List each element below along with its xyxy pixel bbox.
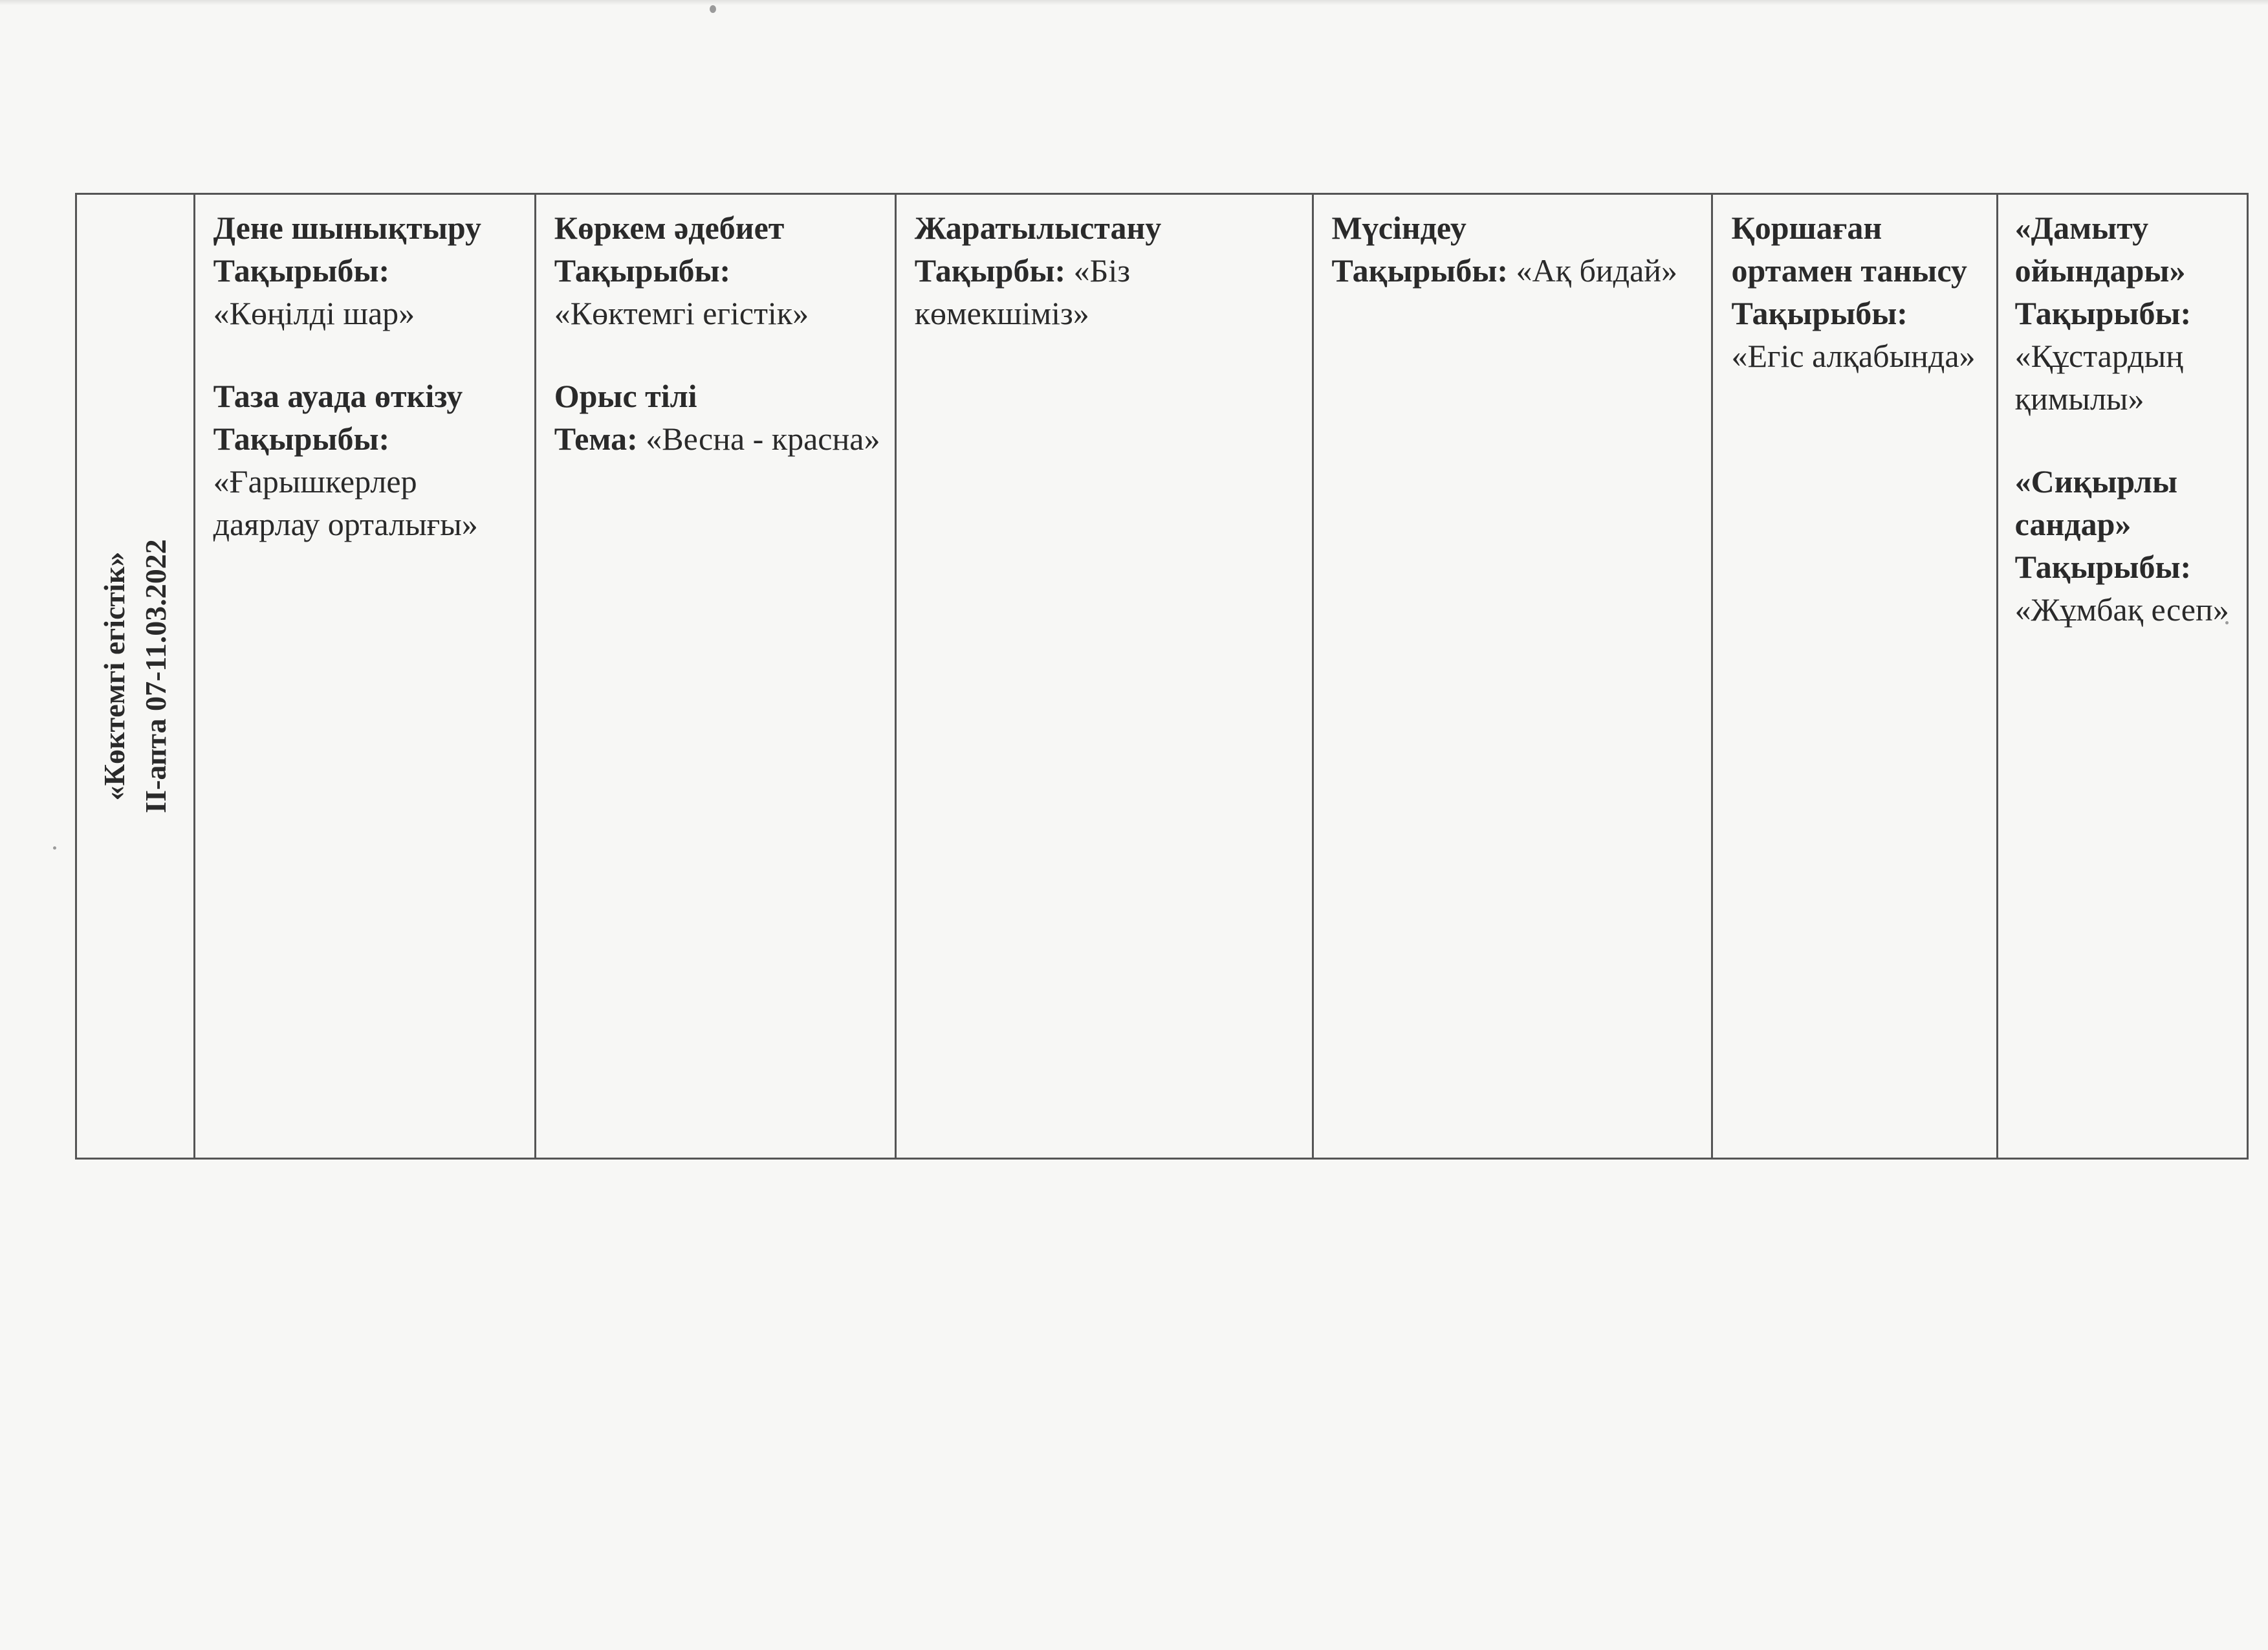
weekly-plan-table	[75, 193, 2249, 1160]
subject-name: Көркем әдебиет	[554, 210, 785, 246]
scan-speck	[53, 846, 56, 850]
activity-block	[915, 206, 1303, 335]
topic-text: «Көңілді шар»	[213, 295, 415, 331]
activity-cell-natural-science	[897, 195, 1314, 1158]
topic-text: «Құстардың қимылы»	[2014, 338, 2183, 417]
scan-speck	[710, 5, 716, 13]
subject-name: Жаратылыстану	[914, 210, 1162, 246]
subject-name: Орыс тілі	[554, 378, 697, 414]
activity-block	[213, 206, 525, 335]
activity-cell-environment	[1713, 195, 1998, 1158]
subject-name: Дене шынықтыру	[213, 210, 482, 246]
topic-label: Тақырыбы:	[1331, 252, 1509, 289]
activity-block	[554, 375, 886, 460]
subject-name: Мүсіндеу	[1331, 210, 1467, 246]
topic-text: «Весна - красна»	[646, 421, 880, 457]
topic-label: Тақырыбы:	[213, 421, 390, 457]
activity-cell-modeling	[1314, 195, 1714, 1158]
week-label	[94, 539, 177, 813]
topic-text: «Егіс алқабында»	[1731, 338, 1976, 374]
activity-cell-games	[1998, 195, 2247, 1158]
topic-label: Тақырыбы:	[213, 252, 390, 289]
activity-cell-physical-education	[195, 195, 536, 1158]
topic-text: «Біз көмекшіміз»	[914, 252, 1131, 331]
topic-label: Тема:	[554, 421, 638, 457]
week-dates: ІІ-апта 07-11.03.2022	[138, 539, 172, 813]
week-cell	[77, 195, 195, 1158]
subject-name: «Сиқырлы сандар»	[2014, 463, 2178, 542]
activity-block	[1731, 206, 1987, 377]
activity-cell-literature	[536, 195, 897, 1158]
activity-block	[1332, 206, 1703, 292]
topic-label: Тақырыбы:	[2014, 295, 2192, 331]
topic-label: Тақырбы:	[914, 252, 1066, 289]
subject-name: «Дамыту ойындары»	[2014, 210, 2186, 289]
topic-label: Тақырыбы:	[2014, 549, 2192, 585]
topic-text: «Ақ бидай»	[1516, 252, 1678, 289]
activity-block	[2015, 460, 2238, 631]
activity-block	[2015, 206, 2238, 420]
topic-text: «Ғарышкерлер даярлау орталығы»	[213, 463, 478, 542]
topic-label: Тақырыбы:	[554, 252, 731, 289]
topic-text: «Жұмбақ есеп»	[2014, 591, 2229, 628]
subject-name: Қоршаған ортамен танысу	[1731, 210, 1967, 289]
activity-block	[554, 206, 886, 335]
week-title: «Көктемгі егістік»	[97, 551, 131, 801]
topic-text: «Көктемгі егістік»	[554, 295, 809, 331]
activity-block	[213, 375, 525, 545]
subject-name: Таза ауада өткізу	[213, 378, 463, 414]
topic-label: Тақырыбы:	[1731, 295, 1908, 331]
page-edge	[0, 0, 2268, 5]
